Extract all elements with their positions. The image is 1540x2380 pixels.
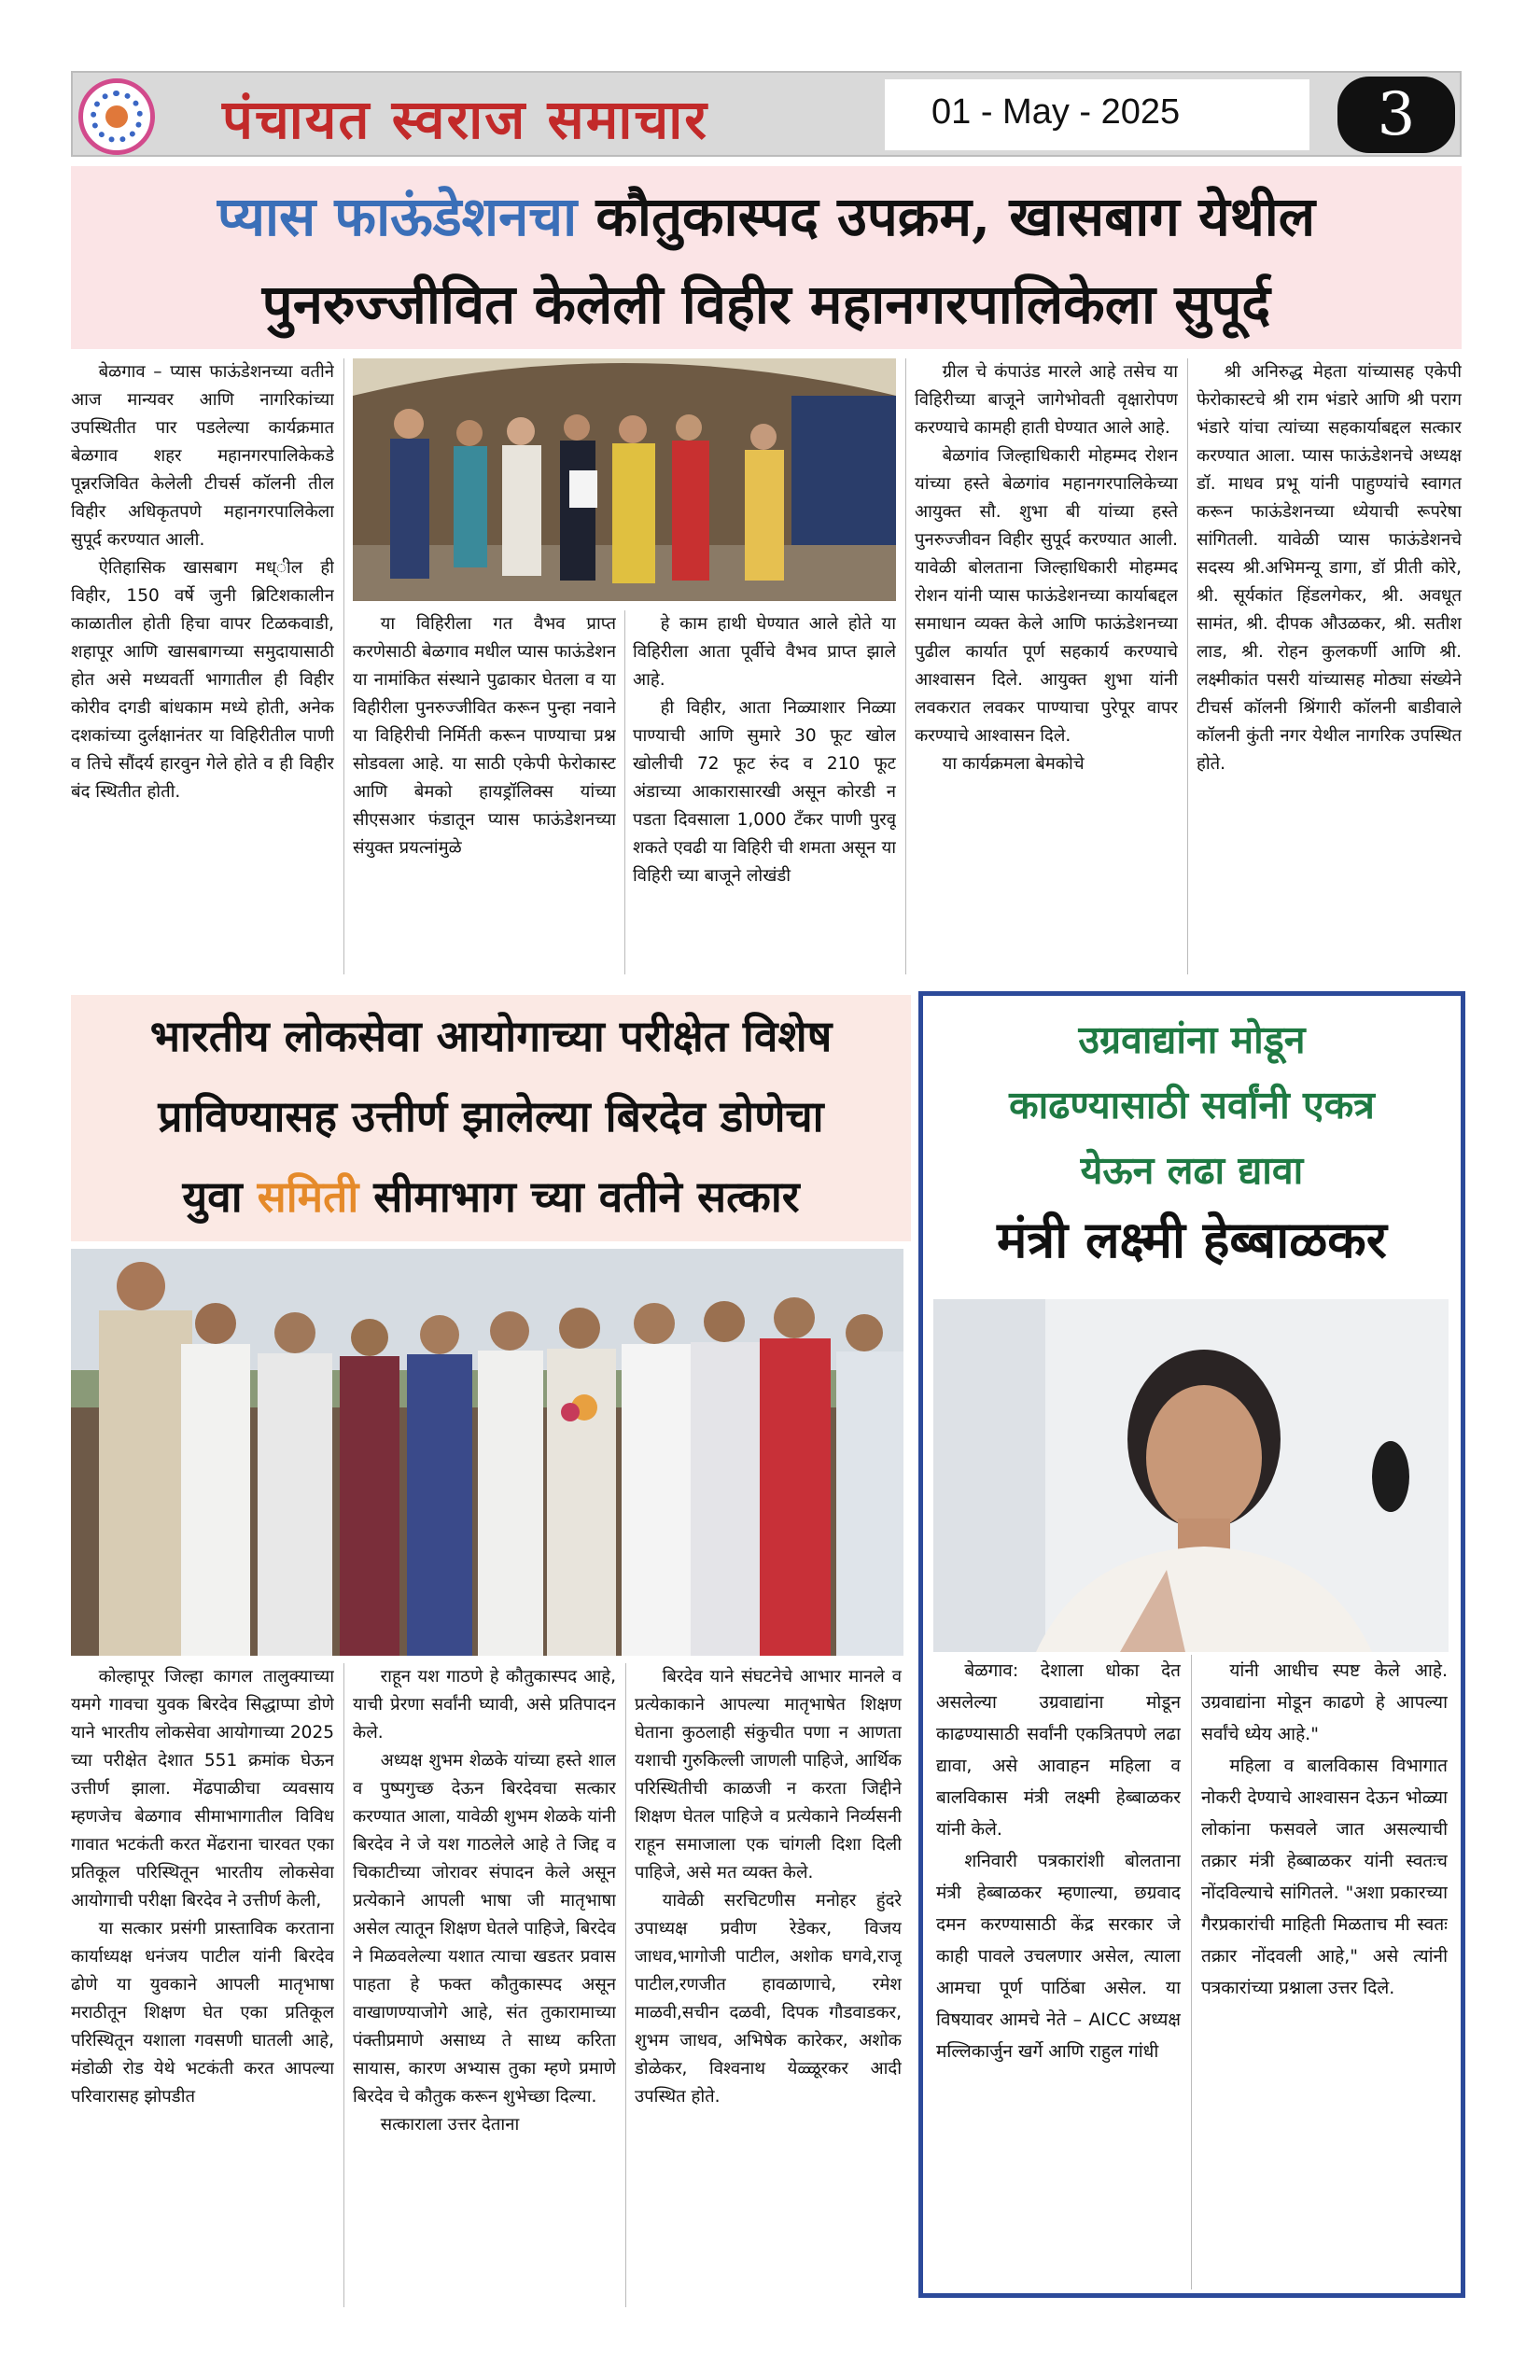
story2-col2-para: अध्यक्ष शुभम शेळके यांच्या हस्ते शाल व पुष्पगुच्छ देऊन बिरदेवचा सत्कार करण्यात आला, यावेळी शुभम शेळके यांनी बिरदेव ने जे यश गाठलेले आहे ते जिद्द व चिकाटीच्या जोरावर संपादन केले असून प्रत्येकाने आपली भाषा जी मातृभाषा असेल त्यातून शिक्षण घेतले पाहिजे, बिरदेव ने मिळवलेल्या यशात त्याचा खडतर प्रवास पाहता हे फक्त कौतुकास्पद असून वाखाणण्याजोगे आहे, संत तुकारामाच्या पंक्तीप्रमाणे असाध्य ते साध्य करिता सायास, कारण अभ्यास तुका म्हणे प्रमाणे बिरदेव चे कौतुक करून शुभेच्छा दिल्या. [353, 1751, 616, 2107]
story3-subhead-line2: काढण्यासाठी सर्वांनी एकत्र [1009, 1083, 1375, 1127]
minister-portrait-photo [933, 1299, 1449, 1652]
story2-headline [71, 995, 911, 1241]
story1-col4-para: या कार्यक्रमला बेमकोचे [942, 754, 1085, 774]
column-divider [905, 358, 906, 974]
story1-column-2 [353, 610, 616, 974]
story1-column-4 [915, 358, 1178, 974]
story2-column-2 [353, 1663, 616, 2307]
column-divider [624, 610, 625, 974]
story1-col5-para: श्री अनिरुद्ध मेहता यांच्यासह एकेपी फेरोकास्टचे श्री राम भंडारे आणि श्री पराग भंडारे यांचा त्यांच्या सहकार्याबद्दल सत्कार करण्यात आला. प्यास फाऊंडेशनचे अध्यक्ष डॉ. माधव प्रभू यांनी पाहुण्यांचे स्वागत करून फाऊंडेशनच्या ध्येयाची रूपरेषा सांगितली. यावेळी प्यास फाऊंडेशनचे सदस्य श्री.अभिमन्यू डागा, डॉ प्रीती कोरे, श्री. सूर्यकांत हिंडलगेकर, श्री. अवधूत सामंत, श्री. दीपक औउळकर, श्री. सतीश लाड, श्री. रोहन कुलकर्णी आणि श्री. लक्ष्मीकांत पसरी यांच्यासह मोठ्या संख्येने टीचर्स कॉलनी श्रिंगारी कॉलनी बाडीवाले कॉलनी कुंती नगर येथील नागरिक उपस्थित होते. [1197, 362, 1462, 774]
story1-col3-para: ही विहीर, आता निळ्याशार निळ्या पाण्याची आणि सुमारे 30 फूट खोल खोलीची 72 फूट रुंद व 210 फूट अंडाच्या आकारासारखी असून कोरडी न पडता दिवसाला 1,000 टँकर पाणी पुरवू शकते एवढी या विहिरी ची शमता असून या विहिरी च्या बाजूने लोखंडी [633, 698, 896, 886]
column-divider [625, 1663, 626, 2307]
story1-headline-highlight: प्यास फाऊंडेशनचा [217, 185, 578, 248]
story2-headline-line3 [71, 1167, 911, 1225]
story1-headline-line2: पुनरुज्जीवित केलेली विहीर महानगरपालिकेला सुपूर्द [261, 273, 1271, 336]
column-divider [1191, 1655, 1192, 2289]
story3-title: मंत्री लक्ष्मी हेब्बाळकर [997, 1210, 1387, 1269]
story1-col4-para: ग्रील चे कंपाउंड मारले आहे तसेच या विहिरीच्या बाजूने जागेभोवती वृक्षारोपण करण्याचे कामही हाती घेण्यात आले आहे. [915, 362, 1178, 438]
story2-col2-para: राहून यश गाठणे हे कौतुकास्पद आहे, याची प्रेरणा सर्वांनी घ्यावी, असे प्रतिपादन केले. [353, 1667, 616, 1743]
column-divider [343, 358, 344, 974]
page-number: 3 [1377, 80, 1416, 149]
story3-col2-para: महिला व बालविकास विभागात नोकरी देण्याचे आश्वासन देऊन भोळ्या लोकांना फसवले जात असल्याची तक्रार मंत्री हेब्बाळकर यांनी स्वतःच नोंदविल्याचे सांगितले. "अशा प्रकारच्या गैरप्रकारांची माहिती मिळताच मी स्वतः तक्रार नोंदवली आहे," असे त्यांनी पत्रकारांच्या प्रश्नाला उत्तर दिले. [1201, 1756, 1448, 1998]
story-minister-hebbalkar-box [918, 991, 1465, 2298]
story3-subhead-line3: येऊन लढा द्यावा [1080, 1148, 1304, 1193]
story1-col4-para: बेळगांव जिल्हाधिकारी मोहम्मद रोशन यांच्या हस्ते बेळगांव महानगरपालिकेच्या आयुक्त सौ. शुभा बी यांच्या हस्ते पुनरुज्जीवन विहीर सुपूर्द करण्यात आली. यावेळी बोलताना जिल्हाधिकारी मोहम्मद रोशन यांनी प्यास फाऊंडेशनच्या कार्याबद्दल समाधान व्यक्त केले आणि फाऊंडेशनच्या पुढील कार्यात पूर्ण सहकार्य करण्याचे आश्वासन दिले. आयुक्त शुभा यांनी लवकरात लवकर पाण्याचा पुरेपूर वापर करण्याचे आश्वासन दिले. [915, 446, 1178, 746]
date-box [885, 79, 1309, 150]
story3-subhead-line1: उग्रवाद्यांना मोडून [1078, 1017, 1306, 1062]
story1-headline-rest: कौतुकास्पद उपक्रम, खासबाग येथील [595, 185, 1316, 248]
story2-col1-para: कोल्हापूर जिल्हा कागल तालुक्याच्या यमगे गावचा युवक बिरदेव सिद्धाप्पा डोणे याने भारतीय लोकसेवा आयोगाच्या 2025 च्या परीक्षेत देशात 551 क्रमांक घेऊन उत्तीर्ण झाला. मेंढपाळीचा व्यवसाय म्हणजेच बेळगाव सीमाभागातील विविध गावात भटकंती करत मेंढराना चारवत एका प्रतिकूल परिस्थितून भारतीय लोकसेवा आयोगाची परीक्षा बिरदेव ने उत्तीर्ण केली, [71, 1667, 334, 1911]
story2-col2-para: सत्काराला उत्तर देताना [380, 2115, 520, 2135]
story1-col2-para: या विहिरीला गत वैभव प्राप्त करणेसाठी बेळगाव मधील प्यास फाऊंडेशन या नामांकित संस्थाने पुढाकार घेतला व या विहीरीला पुनरुज्जीवित करून पुन्हा नवाने या विहिरीची निर्मिती करून पाण्याचा प्रश्न सोडवला आहे. या साठी एकेपी फेरोकास्ट आणि बेमको हायड्रॉलिक्स यांच्या सीएसआर फंडातून प्यास फाऊंडेशनच्या संयुक्त प्रयत्नांमुळे [353, 614, 616, 858]
story1-col1-para: बेळगाव – प्यास फाऊंडेशनच्या वतीने आज मान्यवर आणि नागरिकांच्या उपस्थितीत पार पडलेल्या कार्यक्रमात बेळगाव शहर महानगरपालिकेकडे पून्नरजिवित केलेली टीचर्स कॉलनी तील विहीर अधिकृतपणे महानगरपालिकेला सुपूर्द करण्यात आली. [71, 362, 334, 550]
story1-col3-para: हे काम हाथी घेण्यात आले होते या विहिरीला आता पूर्वीचे वैभव प्राप्त झाले आहे. [633, 614, 896, 690]
column-divider [1187, 358, 1188, 974]
story2-column-1 [71, 1663, 334, 2307]
story1-column-1 [71, 358, 334, 974]
story3-col1-para: शनिवारी पत्रकारांशी बोलताना मंत्री हेब्बाळकर म्हणाल्या, छग्रवाद दमन करण्यासाठी केंद्र सरकार जे काही पावले उचलणार असेल, त्याला आमचा पूर्ण पाठिंबा असेल. या विषयावर आमचे नेते – AICC अध्यक्ष मल्लिकार्जुन खर्गे आणि राहुल गांधी [936, 1851, 1181, 2062]
story3-column-1 [936, 1655, 1181, 2289]
story2-headline-yuva: युवा [182, 1171, 243, 1222]
story1-column-3 [633, 610, 896, 974]
issue-date: 01 - May - 2025 [931, 92, 1181, 132]
story2-col3-para: बिरदेव याने संघटनेचे आभार मानले व प्रत्येकाकाने आपल्या मातृभाषेत शिक्षण घेताना कुठलाही संकुचीत पणा न आणता यशाची गुरुकिल्ली जाणली पाहिजे, आर्थिक परिस्थितीची काळजी न करता जिद्दीने शिक्षण घेतल पाहिजे व प्रत्येकाने निर्व्यसनी राहून समाजाला एक चांगली दिशा दिली पाहिजे, असे मत व्यक्त केले. [635, 1667, 902, 1883]
page-number-badge [1337, 77, 1455, 153]
story2-col1-para: या सत्कार प्रसंगी प्रास्ताविक करताना कार्याध्यक्ष धनंजय पाटील यांनी बिरदेव ढोणे या युवकाने आपली मातृभाषा मराठीतून शिक्षण घेत एका प्रतिकूल परिस्थितून यशाला गवसणी घातली आहे, मंडोळी रोड येथे भटकंती करत आपल्या परिवारासह झोपडीत [71, 1919, 334, 2107]
column-divider [343, 1663, 344, 2307]
story2-headline-line2: प्राविण्यासह उत्तीर्ण झालेल्या बिरदेव डोणेचा [158, 1091, 824, 1141]
story3-col1-para: बेळगाव: देशाला धोका देत असलेल्या उग्रवाद्यांना मोडून काढण्यासाठी सर्वांनी एकत्रितपणे लढा द्यावा, असे आवाहन महिला व बालविकास मंत्री लक्ष्मी हेब्बाळकर यांनी केले. [936, 1660, 1181, 1840]
story2-group-photo [71, 1249, 903, 1656]
emblem-logo-icon [78, 78, 155, 155]
story1-photo [353, 358, 896, 601]
story2-headline-samiti: समिती [257, 1171, 359, 1222]
story2-column-3 [635, 1663, 902, 2307]
story1-headline-line1 [71, 177, 1462, 251]
story2-col3-para: यावेळी सरचिटणीस मनोहर हुंदरे उपाध्यक्ष प्रवीण रेडेकर, विजय जाधव,भागोजी पाटील, अशोक घगवे,राजू पाटील,रणजीत हावळाणाचे, रमेश माळवी,सचीन दळवी, दिपक गौडवाडकर, शुभम जाधव, अभिषेक कारेकर, अशोक डोळेकर, विश्वनाथ येळ्ळूरकर आदी उपस्थित होते. [635, 1891, 902, 2107]
story3-col2-para: यांनी आधीच स्पष्ट केले आहे. उग्रवाद्यांना मोडून काढणे हे आपल्या सर्वांचे ध्येय आहे." [1201, 1660, 1448, 1744]
story2-headline-rest: सीमाभाग च्या वतीने सत्कार [373, 1171, 800, 1222]
story2-headline-line1: भारतीय लोकसेवा आयोगाच्या परीक्षेत विशेष [149, 1011, 833, 1061]
story1-headline [71, 166, 1462, 349]
story1-column-5 [1197, 358, 1462, 974]
newspaper-name: पंचायत स्वराज समाचार [222, 88, 708, 151]
story1-col1-para: ऐतिहासिक खासबाग मध्ील ही विहीर, 150 वर्षे जुनी ब्रिटिशकालीन काळातील होती हिचा वापर टिळकवाडी, शहापूर आणि खासबागच्या समुदायासाठी होत असे मध्यवर्ती भागातील ही विहीर कोरीव दगडी बांधकाम मध्ये होती, अनेक दशकांच्या दुर्लक्षानंतर या विहिरीतील पाणी व तिचे सौंदर्य हारवुन गेले होते व ही विहीर बंद स्थितीत होती. [71, 558, 334, 802]
masthead [71, 71, 1462, 157]
story3-column-2 [1201, 1655, 1448, 2289]
